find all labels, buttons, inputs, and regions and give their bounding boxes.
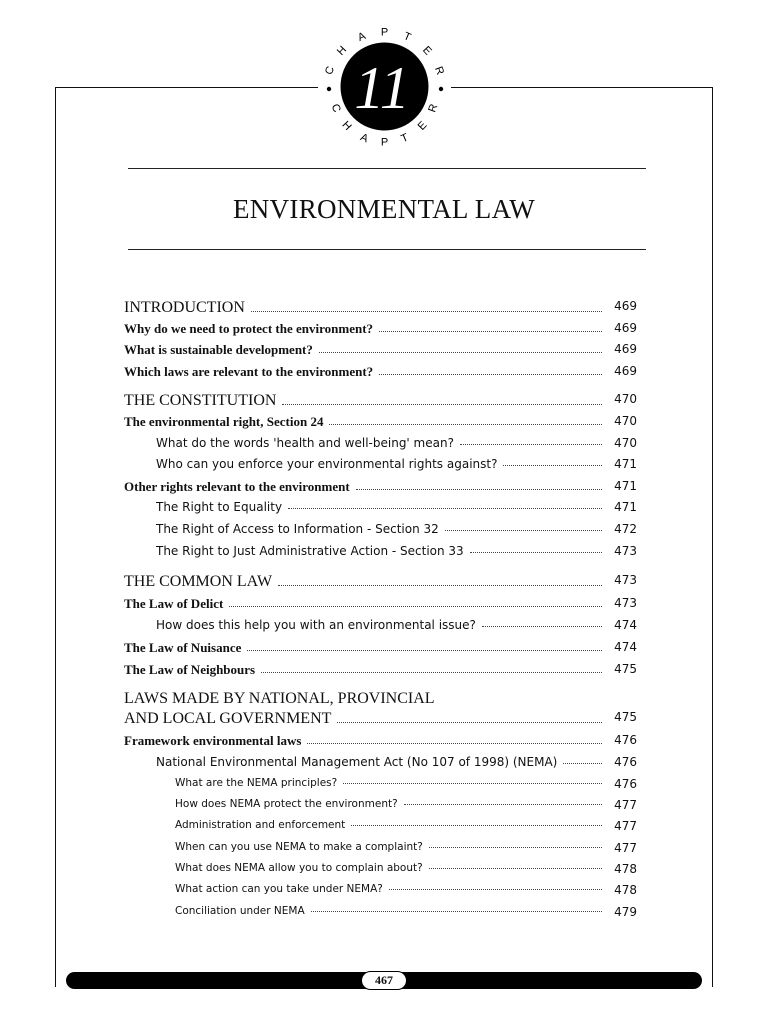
toc-leader-dots bbox=[470, 552, 602, 553]
toc-entry[interactable] bbox=[0, 436, 768, 454]
toc-entry-page: 479 bbox=[614, 905, 637, 919]
chapter-title: ENVIRONMENTAL LAW bbox=[233, 194, 535, 224]
chapter-ring-letter: P bbox=[380, 136, 389, 149]
toc-leader-dots bbox=[311, 911, 602, 912]
chapter-ring-letter: A bbox=[358, 131, 370, 146]
toc-leader-dots bbox=[356, 489, 602, 490]
toc-entry[interactable] bbox=[0, 618, 768, 636]
toc-leader-dots bbox=[337, 722, 602, 723]
toc-entry[interactable] bbox=[0, 321, 768, 339]
toc-entry[interactable] bbox=[0, 640, 768, 658]
toc-section[interactable] bbox=[0, 299, 768, 317]
toc-section[interactable] bbox=[0, 573, 768, 591]
chapter-ring-letter: R bbox=[426, 102, 441, 115]
toc-leader-dots bbox=[445, 530, 602, 531]
toc-entry-label: The environmental right, Section 24 bbox=[124, 414, 327, 430]
toc-entry-label: Conciliation under NEMA bbox=[175, 905, 309, 917]
toc-entry-page: 476 bbox=[614, 733, 637, 747]
toc-entry-page: 477 bbox=[614, 798, 637, 812]
toc-leader-dots bbox=[351, 825, 602, 826]
toc-entry-label: The Law of Nuisance bbox=[124, 640, 245, 656]
toc-entry-page: 471 bbox=[614, 457, 637, 471]
page-number: 467 bbox=[361, 971, 407, 990]
chapter-ring-letter: T bbox=[399, 131, 411, 146]
toc-leader-dots bbox=[288, 508, 602, 509]
toc-entry-page: 477 bbox=[614, 819, 637, 833]
toc-entry-label: The Right to Equality bbox=[156, 500, 286, 514]
toc-entry-label: THE CONSTITUTION bbox=[124, 392, 280, 410]
toc-entry-label: The Law of Delict bbox=[124, 596, 227, 612]
toc-entry-page: 472 bbox=[614, 522, 637, 536]
toc-entry-page: 476 bbox=[614, 777, 637, 791]
chapter-ring-letter: T bbox=[401, 30, 413, 44]
toc-entry-page: 469 bbox=[614, 342, 637, 356]
toc-entry-page: 474 bbox=[614, 640, 637, 654]
toc-entry-page: 469 bbox=[614, 321, 637, 335]
toc-entry-page: 473 bbox=[614, 544, 637, 558]
toc-entry-page: 478 bbox=[614, 883, 637, 897]
toc-leader-dots bbox=[229, 606, 602, 607]
toc-entry-page: 473 bbox=[614, 573, 637, 587]
toc-entry-page: 470 bbox=[614, 392, 637, 406]
toc-entry[interactable] bbox=[0, 755, 768, 773]
toc-entry-label: AND LOCAL GOVERNMENT bbox=[124, 710, 335, 728]
toc-entry-label: THE COMMON LAW bbox=[124, 573, 276, 591]
chapter-ring-letter: C bbox=[328, 102, 343, 115]
toc-entry-label: Which laws are relevant to the environment? bbox=[124, 364, 377, 380]
chapter-number: 11 bbox=[354, 55, 410, 121]
chapter-ring-letter: E bbox=[420, 44, 434, 58]
toc-entry-page: 470 bbox=[614, 414, 637, 428]
toc-leader-dots bbox=[429, 868, 602, 869]
toc-entry[interactable] bbox=[0, 841, 768, 859]
chapter-ring-letter: C bbox=[322, 64, 337, 77]
toc-entry[interactable] bbox=[0, 500, 768, 518]
chapter-ring-letter: H bbox=[339, 118, 354, 133]
toc-leader-dots bbox=[247, 650, 602, 651]
toc-entry-page: 469 bbox=[614, 299, 637, 313]
toc-entry[interactable] bbox=[0, 819, 768, 837]
chapter-ring-letter: R bbox=[432, 64, 447, 77]
toc-entry-label: Who can you enforce your environmental rights against? bbox=[156, 457, 501, 471]
toc-entry-label: The Law of Neighbours bbox=[124, 662, 259, 678]
toc-entry[interactable] bbox=[0, 522, 768, 540]
toc-entry[interactable] bbox=[0, 414, 768, 432]
toc-entry-label: What are the NEMA principles? bbox=[175, 777, 341, 789]
toc-entry-label: Framework environmental laws bbox=[124, 733, 305, 749]
toc-entry-page: 473 bbox=[614, 596, 637, 610]
toc-entry[interactable] bbox=[0, 883, 768, 901]
toc-leader-dots bbox=[251, 311, 602, 312]
toc-entry-page: 475 bbox=[614, 710, 637, 724]
toc-entry-page: 470 bbox=[614, 436, 637, 450]
chapter-ring-letter: A bbox=[356, 30, 368, 45]
toc-leader-dots bbox=[319, 352, 602, 353]
toc-leader-dots bbox=[343, 783, 602, 784]
toc-entry-page: 477 bbox=[614, 841, 637, 855]
toc-entry[interactable] bbox=[0, 662, 768, 680]
toc-leader-dots bbox=[460, 444, 602, 445]
chapter-ring-letter: P bbox=[380, 26, 389, 39]
toc-leader-dots bbox=[389, 889, 602, 890]
toc-leader-dots bbox=[482, 626, 602, 627]
toc-leader-dots bbox=[563, 763, 602, 764]
toc-entry-label: National Environmental Management Act (No 107 of 1998) (NEMA) bbox=[156, 755, 561, 769]
toc-entry-page: 474 bbox=[614, 618, 637, 632]
toc-entry-page: 469 bbox=[614, 364, 637, 378]
chapter-ring-letter: H bbox=[334, 43, 350, 58]
toc-entry[interactable] bbox=[0, 862, 768, 880]
toc-leader-dots bbox=[261, 672, 602, 673]
toc-entry-page: 476 bbox=[614, 755, 637, 769]
toc-entry-label: How does this help you with an environmental issue? bbox=[156, 618, 480, 632]
toc-entry-label: What is sustainable development? bbox=[124, 342, 317, 358]
toc-entry[interactable] bbox=[0, 905, 768, 923]
toc-leader-dots bbox=[379, 331, 602, 332]
toc-entry[interactable] bbox=[0, 596, 768, 614]
toc-entry-label: Administration and enforcement bbox=[175, 819, 349, 831]
toc-entry[interactable] bbox=[0, 798, 768, 816]
toc-entry-label: How does NEMA protect the environment? bbox=[175, 798, 402, 810]
toc-entry-label: The Right of Access to Information - Section 32 bbox=[156, 522, 443, 536]
toc-entry[interactable] bbox=[0, 364, 768, 382]
toc-entry-page: 471 bbox=[614, 500, 637, 514]
toc-entry-label: What does NEMA allow you to complain about? bbox=[175, 862, 427, 874]
toc-entry[interactable] bbox=[0, 733, 768, 751]
toc-entry[interactable] bbox=[0, 544, 768, 562]
toc-leader-dots bbox=[379, 374, 602, 375]
toc-entry-label: Other rights relevant to the environment bbox=[124, 479, 354, 495]
toc-leader-dots bbox=[404, 804, 602, 805]
toc-section[interactable] bbox=[0, 392, 768, 410]
toc-entry[interactable] bbox=[0, 777, 768, 795]
chapter-ring-letter: E bbox=[415, 119, 430, 133]
toc-entry-label: What action can you take under NEMA? bbox=[175, 883, 387, 895]
toc-entry-label: INTRODUCTION bbox=[124, 299, 249, 317]
toc-entry-label: When can you use NEMA to make a complaint? bbox=[175, 841, 427, 853]
toc-entry-page: 475 bbox=[614, 662, 637, 676]
toc-leader-dots bbox=[429, 847, 602, 848]
toc-leader-dots bbox=[503, 465, 602, 466]
toc-entry-page: 471 bbox=[614, 479, 637, 493]
toc-entry-label: Why do we need to protect the environment? bbox=[124, 321, 377, 337]
toc-entry-label: The Right to Just Administrative Action - Section 33 bbox=[156, 544, 468, 558]
toc-leader-dots bbox=[329, 424, 602, 425]
toc-entry[interactable] bbox=[0, 342, 768, 360]
toc-leader-dots bbox=[307, 743, 602, 744]
toc-leader-dots bbox=[278, 585, 602, 586]
toc-heading-line: LAWS MADE BY NATIONAL, PROVINCIAL bbox=[124, 690, 435, 707]
toc-entry[interactable] bbox=[0, 479, 768, 497]
toc-entry-label: What do the words 'health and well-being' mean? bbox=[156, 436, 458, 450]
toc-entry-page: 478 bbox=[614, 862, 637, 876]
toc-entry[interactable] bbox=[0, 457, 768, 475]
toc-leader-dots bbox=[282, 404, 602, 405]
toc-section[interactable] bbox=[0, 710, 768, 728]
